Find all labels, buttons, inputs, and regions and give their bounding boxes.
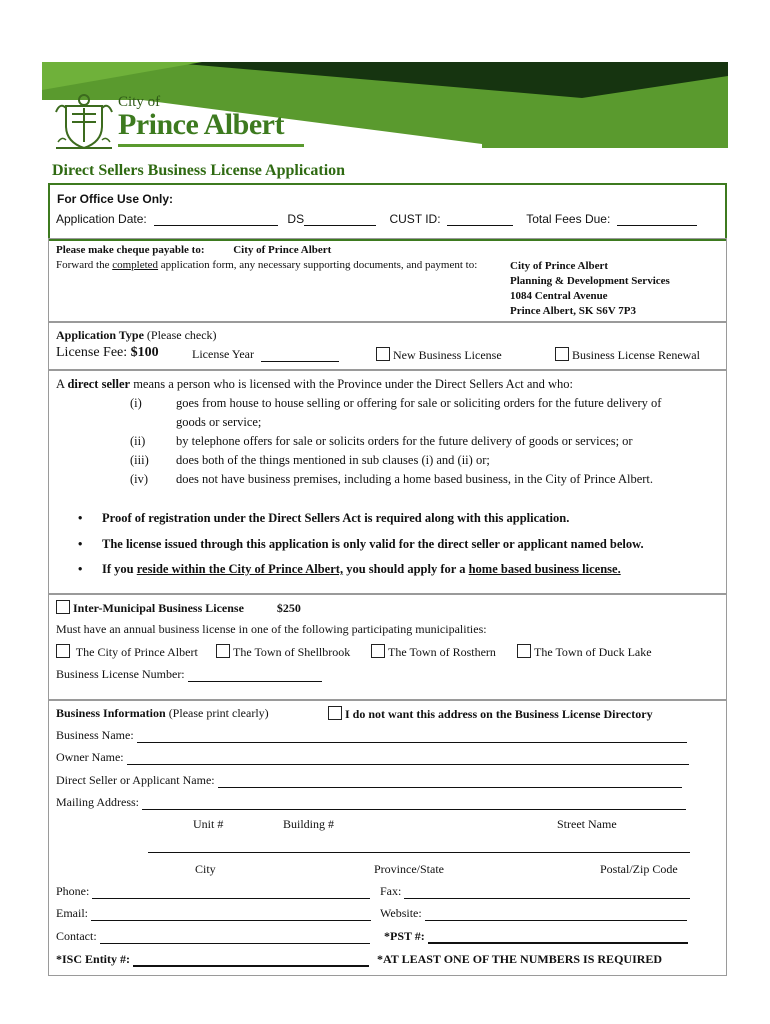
inter-municipal-fee: $250 — [276, 601, 301, 615]
license-year — [192, 347, 339, 362]
municipality-checkbox[interactable] — [56, 644, 70, 658]
directory-optout-option[interactable] — [328, 706, 653, 722]
phone-label: Phone: — [56, 884, 90, 898]
address-line: 1084 Central Avenue — [510, 290, 608, 302]
directory-optout-label: I do not want this address on the Business License Directory — [345, 707, 653, 721]
business-license-number — [56, 667, 322, 682]
clause-text: does both of the things mentioned in sub clauses (i) and (ii) or; — [176, 453, 490, 467]
cust-id-label: CUST ID: — [389, 212, 441, 226]
forward-text-post: application form, any necessary supporting documents, and payment to: — [158, 259, 478, 271]
license-year-field[interactable] — [261, 361, 339, 362]
municipality-label: The Town of Shellbrook — [233, 645, 351, 659]
pst-row — [384, 929, 688, 944]
application-type-label: Application Type — [56, 328, 144, 342]
address-line: City of Prince Albert — [510, 260, 609, 272]
cust-id-field[interactable] — [447, 225, 513, 226]
application-type-heading — [56, 328, 217, 343]
application-type-hint: (Please check) — [143, 328, 217, 342]
bullet-text: Proof of registration under the Direct Sellers Act is required along with this application. — [102, 511, 570, 525]
business-name-field[interactable] — [137, 742, 687, 743]
office-use-heading: For Office Use Only: — [57, 192, 174, 206]
municipality-option[interactable] — [517, 644, 652, 660]
new-license-label: New Business License — [393, 348, 502, 362]
forward-text-underlined: completed — [112, 259, 159, 271]
fax-field[interactable] — [404, 898, 690, 899]
seller-name-row — [56, 773, 682, 788]
cheque-label: Please make cheque payable to: — [56, 244, 205, 256]
business-name-row — [56, 728, 687, 743]
cheque-payee: City of Prince Albert — [233, 244, 332, 256]
application-date-label: Application Date: — [56, 212, 147, 226]
form-title: Direct Sellers Business License Application — [52, 162, 346, 179]
ds-label: DS — [287, 212, 305, 226]
email-label: Email: — [56, 906, 88, 920]
license-fee-label: License Fee: — [56, 345, 131, 360]
municipality-option[interactable] — [56, 644, 198, 660]
contact-label: Contact: — [56, 929, 97, 943]
renewal-checkbox[interactable] — [555, 347, 569, 361]
logo-city-of: City of — [118, 94, 161, 110]
unit-caption: Unit # — [193, 817, 224, 831]
license-year-label: License Year — [192, 347, 254, 361]
office-use-row — [56, 212, 697, 226]
bullet-license-validity — [80, 537, 644, 552]
municipality-checkbox[interactable] — [216, 644, 230, 658]
clause-text: does not have business premises, including a home based business, in the City of Prince Albert. — [176, 472, 654, 486]
inter-municipal-note: Must have an annual business license in one of the following participating municipalities: — [56, 622, 487, 636]
bullet-home-based — [80, 562, 621, 577]
address-line-2-field[interactable] — [148, 852, 690, 853]
phone-field[interactable] — [92, 898, 370, 899]
fax-label: Fax: — [380, 884, 402, 898]
forward-instructions — [56, 259, 477, 271]
clause-number: (i) — [130, 396, 142, 410]
province-caption: Province/State — [374, 862, 444, 876]
bullet-text-reside: reside within the City of Prince Albert, — [136, 562, 344, 576]
logo-name: Prince Albert — [118, 108, 284, 141]
business-license-number-field[interactable] — [188, 681, 322, 682]
bullet-text-home-based-link: home based business license. — [468, 562, 621, 576]
clause-text: goods or service; — [176, 415, 262, 429]
new-license-checkbox[interactable] — [376, 347, 390, 361]
seller-name-field[interactable] — [218, 787, 682, 788]
municipality-label: The City of Prince Albert — [75, 645, 198, 659]
bullet-text: The license issued through this application is only valid for the direct seller or applicant named below. — [102, 537, 644, 551]
email-field[interactable] — [91, 920, 371, 921]
clause-number: (iii) — [130, 453, 149, 467]
phone-row — [56, 884, 370, 899]
municipality-label: The Town of Rosthern — [388, 645, 496, 659]
required-note: *AT LEAST ONE OF THE NUMBERS IS REQUIRED — [377, 952, 663, 966]
building-caption: Building # — [283, 817, 335, 831]
fax-row — [380, 884, 690, 899]
bullet-proof-registration — [80, 511, 569, 526]
license-fee-value: $100 — [130, 345, 159, 360]
license-fee — [56, 345, 159, 361]
isc-row — [56, 952, 369, 967]
municipality-label: The Town of Duck Lake — [534, 645, 652, 659]
owner-name-row — [56, 750, 689, 765]
intro-text-direct-seller: direct seller — [67, 377, 131, 391]
pst-field[interactable] — [428, 942, 688, 944]
forward-text-pre: Forward the — [56, 259, 113, 271]
city-caption: City — [195, 862, 216, 876]
mailing-address-block — [510, 259, 670, 319]
definition-intro — [56, 377, 573, 392]
clause-text: by telephone offers for sale or solicits orders for the future delivery of goods or services; or — [176, 434, 633, 448]
inter-municipal-heading[interactable] — [56, 600, 301, 616]
address-line: Planning & Development Services — [510, 275, 670, 287]
mailing-address-label: Mailing Address: — [56, 795, 139, 809]
owner-name-label: Owner Name: — [56, 750, 124, 764]
street-caption: Street Name — [557, 817, 617, 831]
business-information-heading — [56, 706, 269, 721]
contact-field[interactable] — [100, 943, 370, 944]
business-license-number-label: Business License Number: — [56, 667, 185, 681]
address-line: Prince Albert, SK S6V 7P3 — [510, 305, 636, 317]
logo-underline — [118, 144, 304, 147]
clause-number: (ii) — [130, 434, 146, 448]
intro-text-a: A — [56, 377, 68, 391]
bullet-text-c: you should apply for a — [343, 562, 469, 576]
intro-text-c: means a person who is licensed with the Province under the Direct Sellers Act and who: — [130, 377, 574, 391]
ds-field[interactable] — [304, 225, 376, 226]
new-license-option[interactable] — [376, 347, 502, 363]
business-name-label: Business Name: — [56, 728, 134, 742]
inter-municipal-checkbox[interactable] — [56, 600, 70, 614]
municipality-option[interactable] — [371, 644, 496, 660]
business-information-hint: (Please print clearly) — [165, 706, 269, 720]
pst-label: *PST #: — [384, 929, 425, 943]
total-fees-label: Total Fees Due: — [526, 212, 611, 226]
city-crest-icon — [52, 92, 116, 150]
municipality-option[interactable] — [216, 644, 350, 660]
mailing-address-field[interactable] — [142, 809, 686, 810]
mailing-address-row — [56, 795, 686, 810]
postal-caption: Postal/Zip Code — [600, 862, 678, 876]
renewal-label: Business License Renewal — [572, 348, 700, 362]
clause-text: goes from house to house selling or offering for sale or soliciting orders for the future delivery of — [176, 396, 662, 410]
isc-label: *ISC Entity #: — [56, 952, 131, 966]
municipality-checkbox[interactable] — [517, 644, 531, 658]
email-row — [56, 906, 371, 921]
seller-name-label: Direct Seller or Applicant Name: — [56, 773, 215, 787]
cheque-row — [56, 244, 331, 256]
municipality-checkbox[interactable] — [371, 644, 385, 658]
inter-municipal-label: Inter-Municipal Business License — [73, 601, 244, 615]
website-label: Website: — [380, 906, 422, 920]
business-information-label: Business Information — [56, 706, 166, 720]
isc-field[interactable] — [133, 965, 369, 967]
bullet-text-a: If you — [102, 562, 137, 576]
clause-number: (iv) — [130, 472, 149, 486]
owner-name-field[interactable] — [127, 764, 689, 765]
application-date-field[interactable] — [154, 225, 278, 226]
website-field[interactable] — [425, 920, 687, 921]
total-fees-field[interactable] — [617, 225, 697, 226]
website-row — [380, 906, 687, 921]
renewal-option[interactable] — [555, 347, 700, 363]
directory-optout-checkbox[interactable] — [328, 706, 342, 720]
contact-row — [56, 929, 370, 944]
